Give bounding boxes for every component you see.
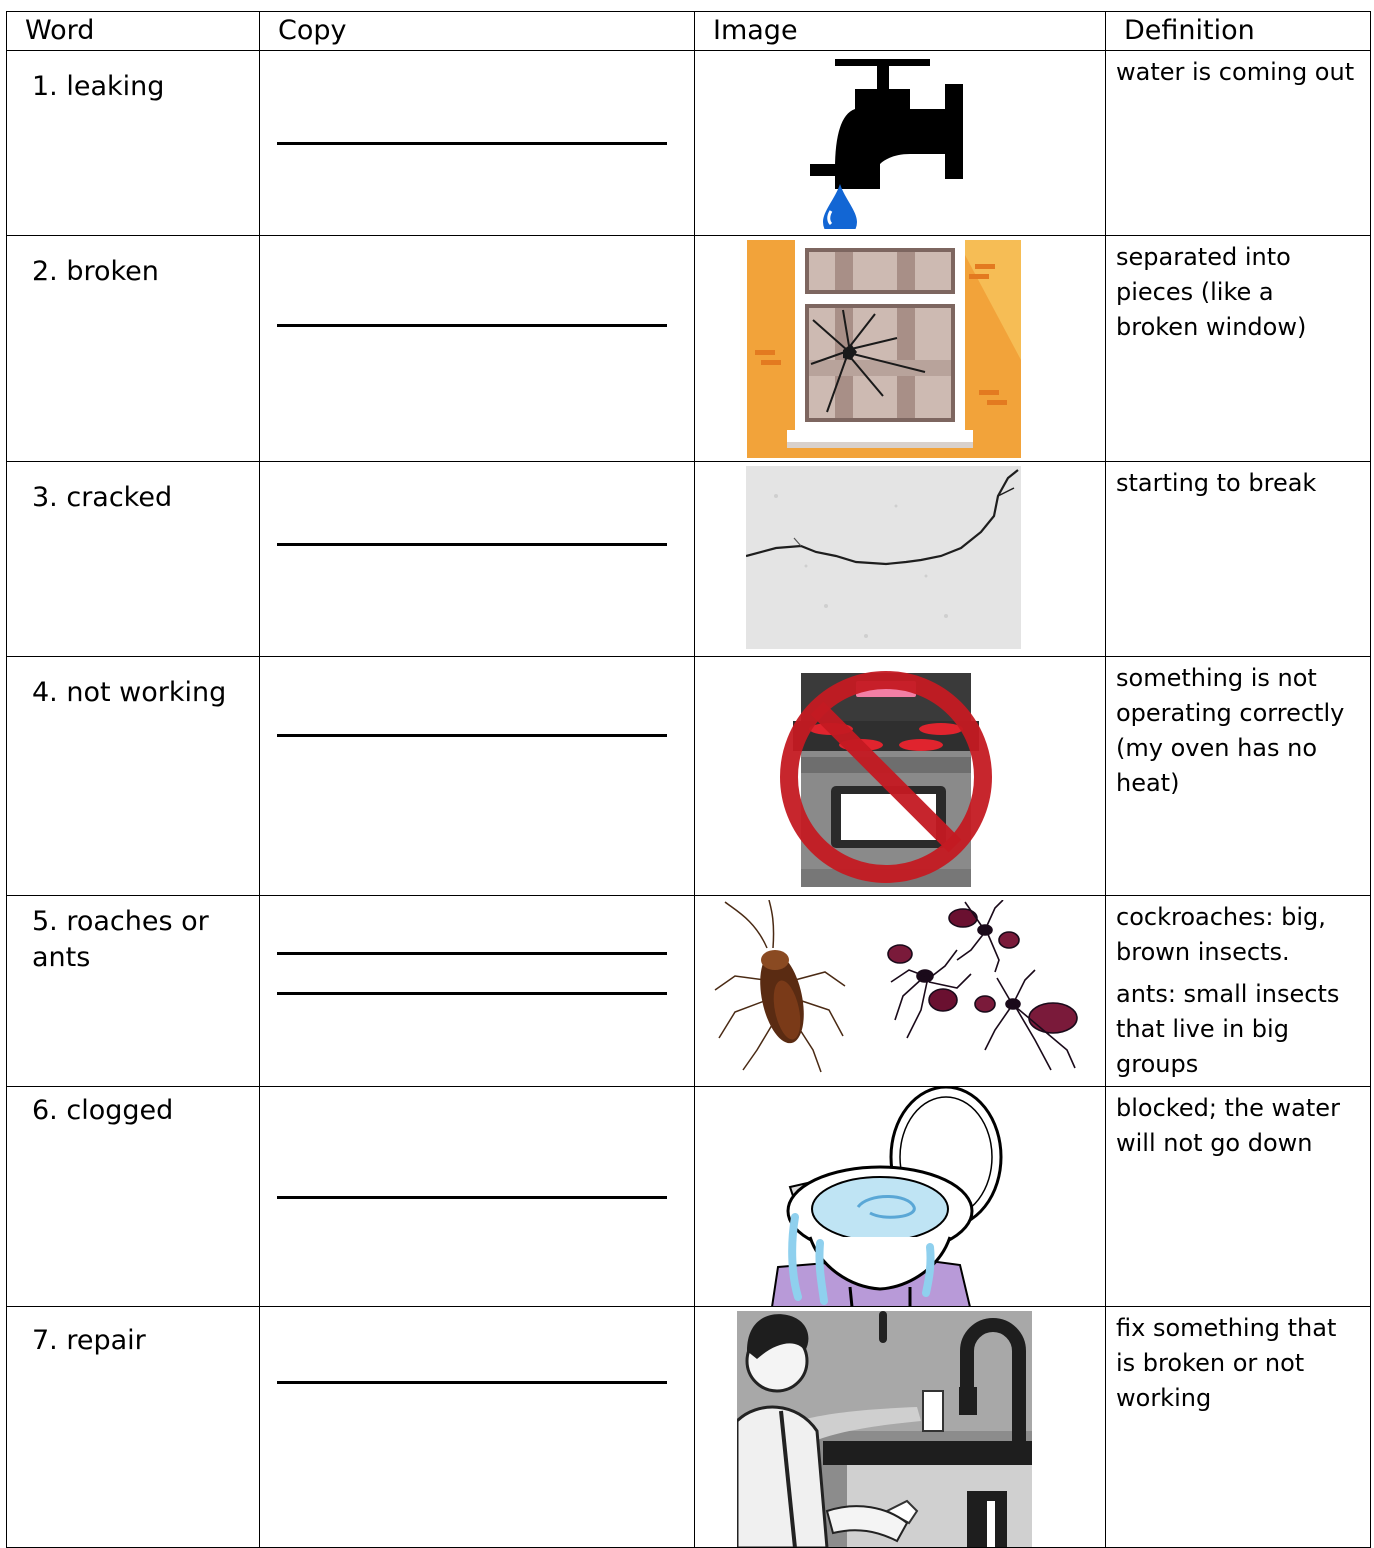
leaking-faucet-icon [795, 59, 985, 229]
definition-text: fix something that is broken or not working [1116, 1314, 1337, 1412]
image-cell [695, 462, 1106, 657]
copy-line[interactable] [277, 142, 667, 145]
definition-cell [1106, 236, 1371, 462]
definition-cell [1106, 1087, 1371, 1307]
definition-text: blocked; the water will not go down [1116, 1094, 1340, 1157]
header-image: Image [695, 12, 1106, 51]
cracked-wall-icon [746, 466, 1021, 649]
table-row [7, 657, 1371, 896]
copy-line[interactable] [277, 992, 667, 995]
definition-cell [1106, 896, 1371, 1087]
word-cell: 4. not working [7, 657, 260, 896]
copy-cell[interactable] [260, 462, 695, 657]
definition-cell [1106, 51, 1371, 236]
table-row [7, 1087, 1371, 1307]
image-cell [695, 236, 1106, 462]
broken-window-icon [747, 240, 1021, 458]
word-cell: 5. roaches or ants [7, 896, 260, 1087]
word-cell: 3. cracked [7, 462, 260, 657]
copy-line[interactable] [277, 1381, 667, 1384]
image-cell [695, 1307, 1106, 1548]
clogged-toilet-icon [760, 1087, 1032, 1307]
image-cell [695, 657, 1106, 896]
header-word: Word [7, 12, 260, 51]
definition-cell [1106, 462, 1371, 657]
definition-text: separated into pieces (like a broken window) [1116, 243, 1307, 341]
header-row [7, 12, 1371, 51]
copy-cell[interactable] [260, 1087, 695, 1307]
definition-text: cockroaches: big, brown insects. [1116, 903, 1326, 966]
definition-text: starting to break [1116, 469, 1317, 497]
copy-cell[interactable] [260, 1307, 695, 1548]
copy-line[interactable] [277, 1196, 667, 1199]
table-row [7, 51, 1371, 236]
image-cell [695, 51, 1106, 236]
word-cell: 2. broken [7, 236, 260, 462]
word-cell: 6. clogged [7, 1087, 260, 1307]
definition-text: something is not operating correctly (my oven has no heat) [1116, 664, 1345, 797]
table-row [7, 896, 1371, 1087]
word-cell: 1. leaking [7, 51, 260, 236]
table-row [7, 1307, 1371, 1548]
copy-cell[interactable] [260, 896, 695, 1087]
image-cell [695, 896, 1106, 1087]
definition-cell [1106, 1307, 1371, 1548]
copy-line[interactable] [277, 734, 667, 737]
vocabulary-table [6, 11, 1371, 1548]
header-definition: Definition [1106, 12, 1371, 51]
broken-stove-icon [771, 661, 1001, 889]
plumber-repair-icon [737, 1311, 1032, 1548]
copy-line[interactable] [277, 543, 667, 546]
word-cell: 7. repair [7, 1307, 260, 1548]
definition-cell [1106, 657, 1371, 896]
roach-and-ants-icon [695, 900, 1100, 1080]
table-row [7, 236, 1371, 462]
copy-line[interactable] [277, 952, 667, 955]
definition-text: ants: small insects that live in big groups [1116, 980, 1340, 1078]
copy-cell[interactable] [260, 51, 695, 236]
copy-cell[interactable] [260, 657, 695, 896]
definition-text: water is coming out [1116, 58, 1355, 86]
header-copy: Copy [260, 12, 695, 51]
table-row [7, 462, 1371, 657]
copy-cell[interactable] [260, 236, 695, 462]
image-cell [695, 1087, 1106, 1307]
copy-line[interactable] [277, 324, 667, 327]
